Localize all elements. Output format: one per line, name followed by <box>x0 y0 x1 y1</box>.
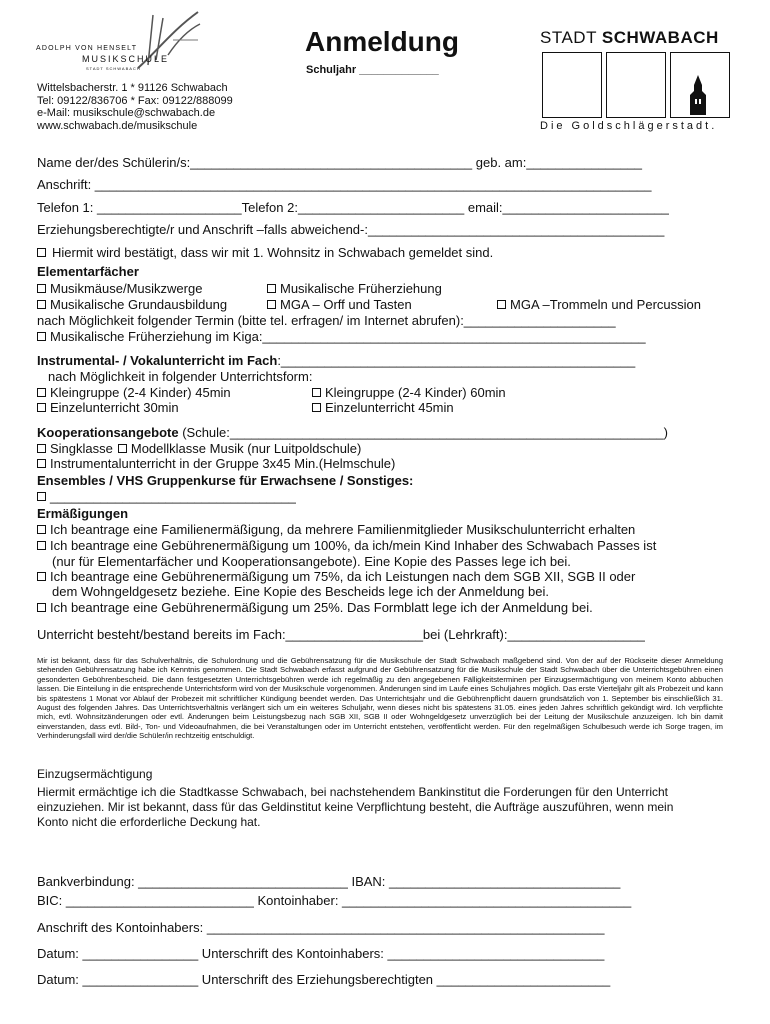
frueherziehung-label: Musikalische Früherziehung <box>280 281 442 296</box>
kooperation-schule-field[interactable]: (Schule:____________________________________________________________) <box>178 425 669 440</box>
elementar-opt3 <box>37 297 227 312</box>
elementar-opt2 <box>267 281 442 296</box>
kontoinhaber-anschrift-field[interactable]: Anschrift des Kontoinhabers: _______________________________________________________ <box>37 920 605 935</box>
familie-checkbox[interactable] <box>37 525 46 534</box>
instrumental-fach-field[interactable]: :_________________________________________________ <box>277 353 636 368</box>
einzel-45-checkbox[interactable] <box>312 403 321 412</box>
ermaessigung-75 <box>37 569 635 584</box>
kooperation-row1 <box>37 441 361 456</box>
ermaessigung-100-checkbox[interactable] <box>37 541 46 550</box>
address-line: Wittelsbacherstr. 1 * 91126 Schwabach <box>37 82 228 94</box>
wohnsitz-row <box>37 245 493 260</box>
city-box-3 <box>670 52 730 118</box>
kleingruppe-45-checkbox[interactable] <box>37 388 46 397</box>
kleingruppe-60-checkbox[interactable] <box>312 388 321 397</box>
instrumental-opt4 <box>312 400 454 415</box>
kiga-label[interactable]: Musikalische Früherziehung im Kiga:_____________________________________________________ <box>50 329 646 344</box>
termin-field[interactable]: nach Möglichkeit folgender Termin (bitte tel. erfragen/ im Internet abrufen):_____________________ <box>37 313 616 328</box>
instrumental-heading: Instrumental- / Vokalunterricht im Fach <box>37 353 278 368</box>
bic-field[interactable]: BIC: __________________________ Kontoinhaber: ________________________________________ <box>37 893 632 908</box>
einzel-30-label: Einzelunterricht 30min <box>50 400 179 415</box>
kooperation-row2 <box>37 456 395 471</box>
schuljahr-field[interactable]: Schuljahr _____________ <box>306 64 439 76</box>
ermaessigung-25-checkbox[interactable] <box>37 603 46 612</box>
elementar-opt4 <box>267 297 412 312</box>
logo-line-1: ADOLPH VON HENSELT <box>36 45 138 52</box>
city-slogan: Die Goldschlägerstadt. <box>540 120 718 132</box>
ermaessigung-100 <box>37 538 656 553</box>
ermaessigung-100-label: Ich beantrage eine Gebührenermäßigung um 100%, da ich/mein Kind Inhaber des Schwabach Passes ist <box>50 538 657 553</box>
grundausbildung-label: Musikalische Grundausbildung <box>50 297 228 312</box>
ermaessigung-100-cont: (nur für Elementarfächer und Kooperationsangebote). Eine Kopie des Passes lege ich bei. <box>52 554 571 569</box>
einzug-text <box>37 785 673 830</box>
familie-label: Ich beantrage eine Familienermäßigung, da mehrere Familienmitglieder Musikschulunterricht erhalten <box>50 522 636 537</box>
singklasse-checkbox[interactable] <box>37 444 46 453</box>
ermaessigungen-heading: Ermäßigungen <box>37 506 129 521</box>
ermaessigung-familie <box>37 522 635 537</box>
kiga-row <box>37 329 646 344</box>
datum-kontoinhaber-field[interactable]: Datum: ________________ Unterschrift des Kontoinhabers: ______________________________ <box>37 946 605 961</box>
ensembles-row <box>37 489 296 504</box>
church-tower-icon <box>686 75 710 115</box>
mga-trommeln-checkbox[interactable] <box>497 300 506 309</box>
modellklasse-label: Modellklasse Musik (nur Luitpoldschule) <box>130 441 362 456</box>
website-line: www.schwabach.de/musikschule <box>37 119 198 132</box>
einzug-line-1: Hiermit ermächtige ich die Stadtkasse Schwabach, bei nachstehendem Bankinstitut die Forderungen für den Unterricht <box>37 785 669 799</box>
frueherziehung-checkbox[interactable] <box>267 284 276 293</box>
einzel-30-checkbox[interactable] <box>37 403 46 412</box>
elementar-opt1 <box>37 281 202 296</box>
kiga-checkbox[interactable] <box>37 332 46 341</box>
einzug-line-3: Konto nicht die erforderliche Deckung hat. <box>37 815 261 829</box>
city-box-1 <box>542 52 602 118</box>
mga-orff-label: MGA – Orff und Tasten <box>280 297 412 312</box>
email-line: e-Mail: musikschule@schwabach.de <box>37 107 216 119</box>
ensembles-heading: Ensembles / VHS Gruppenkurse für Erwachsene / Sonstiges: <box>37 473 414 488</box>
instrumental-heading-row <box>37 353 635 368</box>
wohnsitz-checkbox[interactable] <box>37 248 46 257</box>
mga-orff-checkbox[interactable] <box>267 300 276 309</box>
instrumental-opt2 <box>312 385 506 400</box>
kleingruppe-60-label: Kleingruppe (2-4 Kinder) 60min <box>325 385 506 400</box>
city-box-2 <box>606 52 666 118</box>
instrumentalgruppe-label: Instrumentalunterricht in der Gruppe 3x45 Min.(Helmschule) <box>50 456 396 471</box>
elementar-heading: Elementarfächer <box>37 264 139 279</box>
grundausbildung-checkbox[interactable] <box>37 300 46 309</box>
musikmaeuse-checkbox[interactable] <box>37 284 46 293</box>
legal-text: Mir ist bekannt, dass für das Schulverhältnis, die Schulordnung und die Gebührensatzung für die Musikschule der Stadt Schwabach maßgebend sind. Von der auf der Rückseite dieser Anmeldung stehenden Gebührensatzung habe ich Kenntnis genommen. Die Stadt Schwabach erfasst aufgrund der Gebührensatzung für die Musikschule der Stadt Schwabach über die Unterrichtsgebühren einen gesonderten Gebührenbescheid. Die dann festgesetzten Unterrichtsgebühren werde ich regelmäßig zu den angegebenen Fälligkeitsterminen per Einzugsermächtigung von meinem Konto abbuchen lassen. Die Einteilung in die entsprechende Unterrichtsform wird von der Musikschule vorgenommen. Änderungen sind im Laufe eines Schuljahres möglich. Das erste Vierteljahr gilt als Probezeit und kann bis spätestens 1 Monat vor Ablauf der Probezeit mit schriftlicher Kündigung beendet werden. Das Unterrichtsjahr und die Gebührenpflicht dauern grundsätzlich von 1. September bis einschließlich 31. August des folgenden Jahres. Das Unterrichtsverhältnis verlängert sich um ein weiteres Schuljahr, wenn dieses nicht bis spätestens 31.05. eines jeden Jahres schriftlich gekündigt wird. Ich verpflichte mich, evtl. Wohnsitzänderungen oder evtl. Änderungen beim Leistungsbezug nach SGB XII, SGB II oder Wohngeldgesetz unverzüglich bei der Leitung der Musikschule anzuzeigen. Ich bin damit einverstanden, dass evtl. Bild-, Ton- und Videoaufnahmen, die bei Veranstaltungen oder im Unterricht entstehen, veröffentlicht werden. Für den regelmäßigen Schulbesuch werde ich Sorge tragen, im Verhinderungsfall wird der/die Schüler/in rechtzeitig entschuldigt. <box>37 656 723 741</box>
phone-line: Tel: 09122/836706 * Fax: 09122/888099 <box>37 94 233 107</box>
elementar-opt5 <box>497 297 701 312</box>
musikschule-logo <box>36 10 206 80</box>
city-name-a: STADT <box>540 28 602 47</box>
instrumental-opt3 <box>37 400 179 415</box>
musikmaeuse-label: Musikmäuse/Musikzwerge <box>50 281 203 296</box>
einzug-heading: Einzugsermächtigung <box>37 767 153 781</box>
ermaessigung-75-label: Ich beantrage eine Gebührenermäßigung um 75%, da ich Leistungen nach dem SGB XII, SGB II oder <box>50 569 636 584</box>
kooperation-heading-row <box>37 425 668 440</box>
city-logo <box>540 28 740 133</box>
ermaessigung-75-checkbox[interactable] <box>37 572 46 581</box>
anschrift-field[interactable]: Anschrift: _____________________________________________________________________________ <box>37 177 652 192</box>
logo-line-2: MUSIKSCHULE <box>82 54 170 64</box>
name-field[interactable]: Name der/des Schülerin/s:_______________________________________ geb. am:________________ <box>37 155 643 170</box>
city-name-b: SCHWABACH <box>601 28 719 47</box>
ermaessigung-75-cont: dem Wohngeldgesetz beziehe. Eine Kopie des Bescheids lege ich der Anmeldung bei. <box>52 584 549 599</box>
page-title: Anmeldung <box>305 26 459 57</box>
datum-erziehungsberechtigte-field[interactable]: Datum: ________________ Unterschrift des Erziehungsberechtigten ________________________ <box>37 972 611 987</box>
city-name <box>540 28 719 48</box>
kleingruppe-45-label: Kleingruppe (2-4 Kinder) 45min <box>50 385 231 400</box>
kooperation-heading: Kooperationsangebote <box>37 425 179 440</box>
einzug-line-2: einzuziehen. Mir ist bekannt, dass für das Geldinstitut keine Verpflichtung besteht, die Aufträge auszuführen, wenn mein <box>37 800 674 814</box>
ensembles-field[interactable]: __________________________________ <box>50 489 296 504</box>
erziehungsberechtigte-field[interactable]: Erziehungsberechtigte/r und Anschrift –falls abweichend-:_________________________________________ <box>37 222 665 237</box>
unterricht-field[interactable]: Unterricht besteht/bestand bereits im Fach:___________________bei (Lehrkraft):___________________ <box>37 627 645 642</box>
ensembles-checkbox[interactable] <box>37 492 46 501</box>
modellklasse-checkbox[interactable] <box>118 444 127 453</box>
bankverbindung-field[interactable]: Bankverbindung: _____________________________ IBAN: ________________________________ <box>37 874 621 889</box>
ermaessigung-25 <box>37 600 593 615</box>
wohnsitz-label: Hiermit wird bestätigt, dass wir mit 1. Wohnsitz in Schwabach gemeldet sind. <box>52 245 494 260</box>
ermaessigung-25-label: Ich beantrage eine Gebührenermäßigung um 25%. Das Formblatt lege ich der Anmeldung bei. <box>50 600 593 615</box>
instrumental-sub: nach Möglichkeit in folgender Unterrichtsform: <box>48 369 313 384</box>
address-block <box>37 82 233 132</box>
instrumental-opt1 <box>37 385 231 400</box>
city-boxes <box>542 52 730 118</box>
instrumentalgruppe-checkbox[interactable] <box>37 459 46 468</box>
einzel-45-label: Einzelunterricht 45min <box>325 400 454 415</box>
logo-line-3: STADT SCHWABACH <box>86 66 141 71</box>
mga-trommeln-label: MGA –Trommeln und Percussion <box>510 297 701 312</box>
singklasse-label: Singklasse <box>50 441 113 456</box>
telefon-field[interactable]: Telefon 1: ____________________Telefon 2:_______________________ email:_______________________ <box>37 200 669 215</box>
